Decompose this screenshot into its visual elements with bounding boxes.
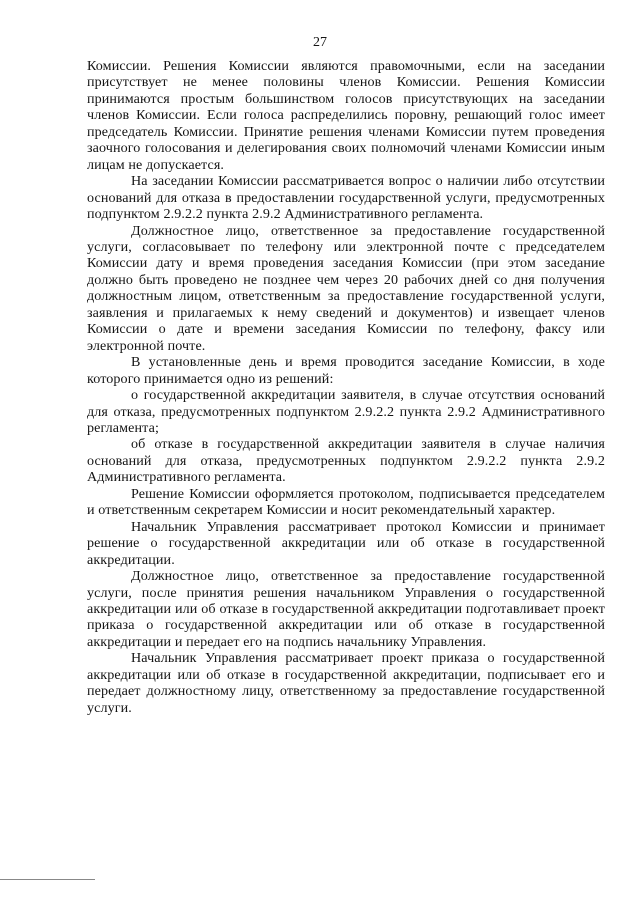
paragraph: Комиссии. Решения Комиссии являются правомочными, если на заседании присутствует не менее половины членов Комиссии. Решения Комиссии принимаются простым большинством голосов присутствующих на заседании членов Комиссии. Если голоса распределились поровну, решающий голос имеет председатель Комиссии. Принятие решения членами Комиссии путем проведения заочного голосования и делегирования своих полномочий членами Комиссии иным лицам не допускается. [87, 58, 605, 173]
paragraph: Начальник Управления рассматривает проект приказа о государственной аккредитации или об отказе в государственной аккредитации, подписывает его и передает должностному лицу, ответственному за предоставление государственной услуги. [87, 650, 605, 716]
body-text [87, 58, 605, 716]
paragraph: В установленные день и время проводится заседание Комиссии, в ходе которого принимается одно из решений: [87, 354, 605, 387]
paragraph: о государственной аккредитации заявителя, в случае отсутствия оснований для отказа, предусмотренных подпунктом 2.9.2.2 пункта 2.9.2 Административного регламента; [87, 387, 605, 436]
paragraph: Должностное лицо, ответственное за предоставление государственной услуги, после принятия решения начальником Управления о государственной аккредитации или об отказе в государственной аккредитации подготавливает проект приказа о государственной аккредитации или об отказе в государственной аккредитации и передает его на подпись начальнику Управления. [87, 568, 605, 650]
paragraph: На заседании Комиссии рассматривается вопрос о наличии либо отсутствии оснований для отказа в предоставлении государственной услуги, предусмотренных подпунктом 2.9.2.2 пункта 2.9.2 Административного регламента. [87, 173, 605, 223]
page-number: 27 [313, 35, 327, 50]
footnote-divider [0, 879, 95, 880]
paragraph: об отказе в государственной аккредитации заявителя в случае наличия оснований для отказа, предусмотренных подпунктом 2.9.2.2 пункта 2.9.2 Административного регламента. [87, 436, 605, 486]
paragraph: Решение Комиссии оформляется протоколом, подписывается председателем и ответственным секретарем Комиссии и носит рекомендательный характер. [87, 485, 605, 519]
paragraph: Начальник Управления рассматривает протокол Комиссии и принимает решение о государственной аккредитации или об отказе в государственной аккредитации. [87, 518, 605, 568]
paragraph: Должностное лицо, ответственное за предоставление государственной услуги, согласовывает по телефону или электронной почте с председателем Комиссии дату и время проведения заседания Комиссии (при этом заседание должно быть проведено не позднее чем через 20 рабочих дней со дня получения должностным лицом, ответственным за предоставление государственной услуги, заявления и прилагаемых к нему сведений и документов) и извещает членов Комиссии о дате и времени заседания Комиссии по телефону, факсу или электронной почте. [87, 222, 605, 354]
